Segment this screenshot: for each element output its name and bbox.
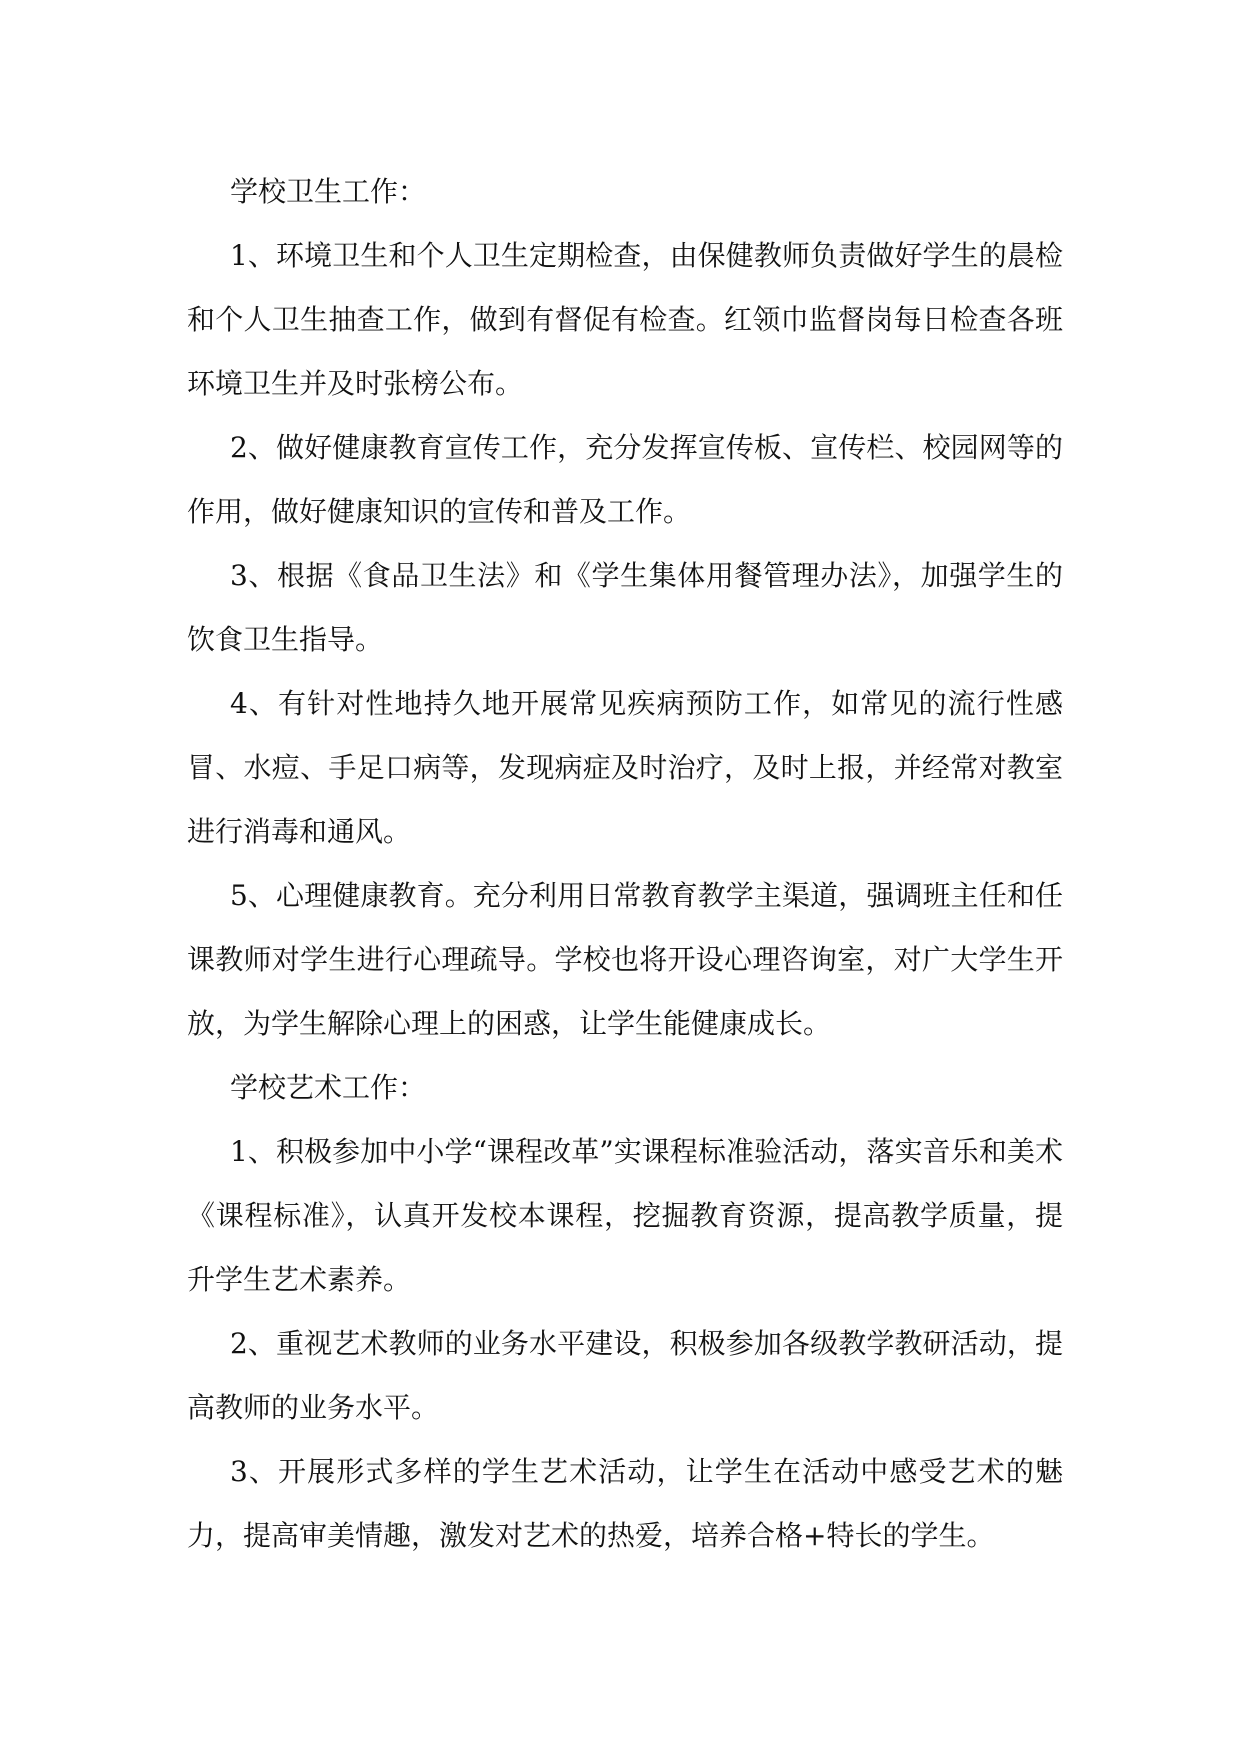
paragraph-art-3: 3、开展形式多样的学生艺术活动，让学生在活动中感受艺术的魅力，提高审美情趣，激发对艺术的热爱，培养合格+特长的学生。: [187, 1455, 1063, 1552]
paragraph-hygiene-5: 5、心理健康教育。充分利用日常教育教学主渠道，强调班主任和任课教师对学生进行心理疏导。学校也将开设心理咨询室，对广大学生开放，为学生解除心理上的困惑，让学生能健康成长。: [187, 879, 1063, 1040]
paragraph-art-1: 1、积极参加中小学“课程改革”实课程标准验活动，落实音乐和美术《课程标准》，认真开发校本课程，挖掘教育资源，提高教学质量，提升学生艺术素养。: [187, 1135, 1063, 1296]
section-heading-hygiene: 学校卫生工作：: [230, 175, 427, 208]
section-heading-art: 学校艺术工作：: [230, 1071, 427, 1104]
paragraph-hygiene-4: 4、有针对性地持久地开展常见疾病预防工作，如常见的流行性感冒、水痘、手足口病等，发现病症及时治疗，及时上报，并经常对教室进行消毒和通风。: [187, 687, 1063, 848]
document-body: [187, 160, 1063, 1568]
paragraph-art-2: 2、重视艺术教师的业务水平建设，积极参加各级教学教研活动，提高教师的业务水平。: [187, 1327, 1063, 1424]
paragraph-hygiene-3: 3、根据《食品卫生法》和《学生集体用餐管理办法》，加强学生的饮食卫生指导。: [187, 559, 1063, 656]
paragraph-hygiene-1: 1、环境卫生和个人卫生定期检查，由保健教师负责做好学生的晨检和个人卫生抽查工作，做到有督促有检查。红领巾监督岗每日检查各班环境卫生并及时张榜公布。: [187, 239, 1063, 400]
paragraph-hygiene-2: 2、做好健康教育宣传工作，充分发挥宣传板、宣传栏、校园网等的作用，做好健康知识的宣传和普及工作。: [187, 431, 1063, 528]
